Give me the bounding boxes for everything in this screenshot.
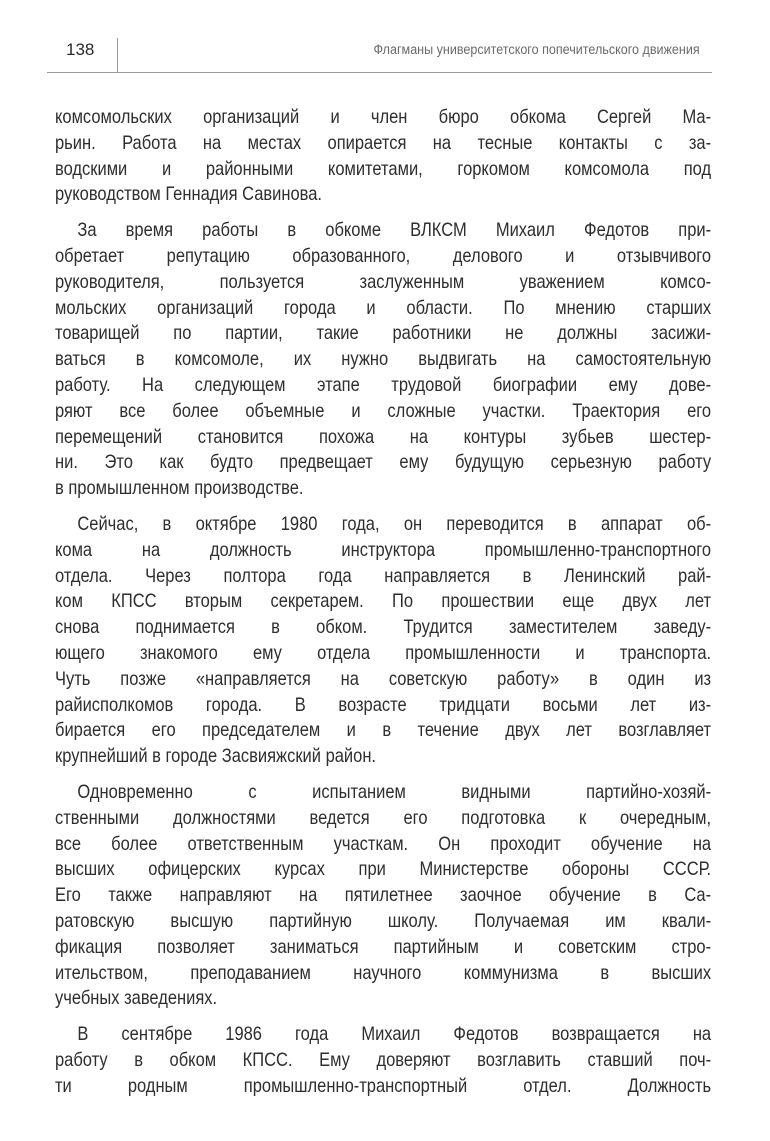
text-line: ком КПСС вторым секретарем. По прошествии еще двух лет (55, 591, 712, 613)
text-line: фикация позволяет заниматься партийным и советским стро- (55, 936, 712, 958)
text-line: Его также направляют на пятилетнее заочное обучение в Са- (55, 885, 712, 907)
body-text (55, 105, 711, 1109)
paragraph (55, 780, 711, 1012)
text-line: водскими и районными комитетами, горкомом комсомола под (55, 158, 712, 180)
text-line: ряют все более объемные и сложные участки. Траектория его (55, 400, 712, 422)
text-line: бирается его председателем и в течение двух лет возглавляет (55, 720, 712, 742)
text-line: Чуть позже «направляется на советскую работу» в один из (55, 668, 712, 690)
text-line: ющего знакомого ему отдела промышленности и транспорта. (55, 642, 712, 664)
text-line: все более ответственным участкам. Он проходит обучение на (55, 833, 712, 855)
page-header (47, 38, 712, 73)
text-line: райисполкомов города. В возрасте тридцати восьми лет из- (55, 694, 712, 716)
paragraph (55, 218, 711, 502)
text-line: ни. Это как будто предвещает ему будущую серьезную работу (55, 452, 712, 474)
text-line: В сентябре 1986 года Михаил Федотов возвращается на (77, 1024, 712, 1046)
text-line: работу. На следующем этапе трудовой биографии ему дове- (55, 374, 712, 396)
text-line: учебных заведениях. (55, 988, 218, 1010)
text-line: ратовскую высшую партийную школу. Получаемая им квали- (55, 910, 712, 932)
header-divider (117, 38, 118, 72)
text-line: ти родным промышленно-транспортный отдел. Должность (55, 1075, 712, 1097)
text-line: мольских организаций города и области. По мнению старших (55, 297, 712, 319)
text-line: руководством Геннадия Савинова. (55, 184, 323, 206)
text-line: крупнейший в городе Засвияжский район. (55, 746, 377, 768)
page-number: 138 (66, 40, 95, 59)
paragraph (55, 512, 711, 770)
text-line: высших офицерских курсах при Министерстве обороны СССР. (55, 859, 712, 881)
text-line: обретает репутацию образованного, делового и отзывчивого (55, 245, 712, 267)
text-line: кома на должность инструктора промышленно-транспортного (55, 539, 712, 561)
text-line: рьин. Работа на местах опирается на тесные контакты с за- (55, 132, 712, 154)
text-line: За время работы в обкоме ВЛКСМ Михаил Федотов при- (77, 220, 712, 242)
text-line: комсомольских организаций и член бюро обкома Сергей Ма- (55, 107, 712, 128)
text-line: Одновременно с испытанием видными партийно-хозяй- (77, 781, 712, 803)
text-line: руководителя, пользуется заслуженным уважением комсо- (55, 271, 712, 293)
text-line: работу в обком КПСС. Ему доверяют возглавить ставший поч- (55, 1049, 712, 1071)
text-line: перемещений становится похожа на контуры зубьев шестер- (55, 426, 712, 448)
text-line: ственными должностями ведется его подготовка к очередным, (55, 807, 712, 829)
text-line: отдела. Через полтора года направляется в Ленинский рай- (55, 565, 712, 587)
paragraph (55, 105, 711, 208)
text-line: снова поднимается в обком. Трудится заместителем заведу- (55, 617, 712, 639)
text-line: в промышленном производстве. (55, 478, 304, 500)
running-title: Флагманы университетского попечительского движения (373, 42, 700, 57)
paragraph (55, 1022, 711, 1099)
text-line: ительством, преподаванием научного коммунизма в высших (55, 962, 712, 984)
text-line: ваться в комсомоле, их нужно выдвигать на самостоятельную (55, 349, 712, 371)
text-line: товарищей по партии, такие работники не должны засижи- (55, 323, 712, 345)
text-line: Сейчас, в октябре 1980 года, он переводится в аппарат об- (77, 513, 712, 535)
